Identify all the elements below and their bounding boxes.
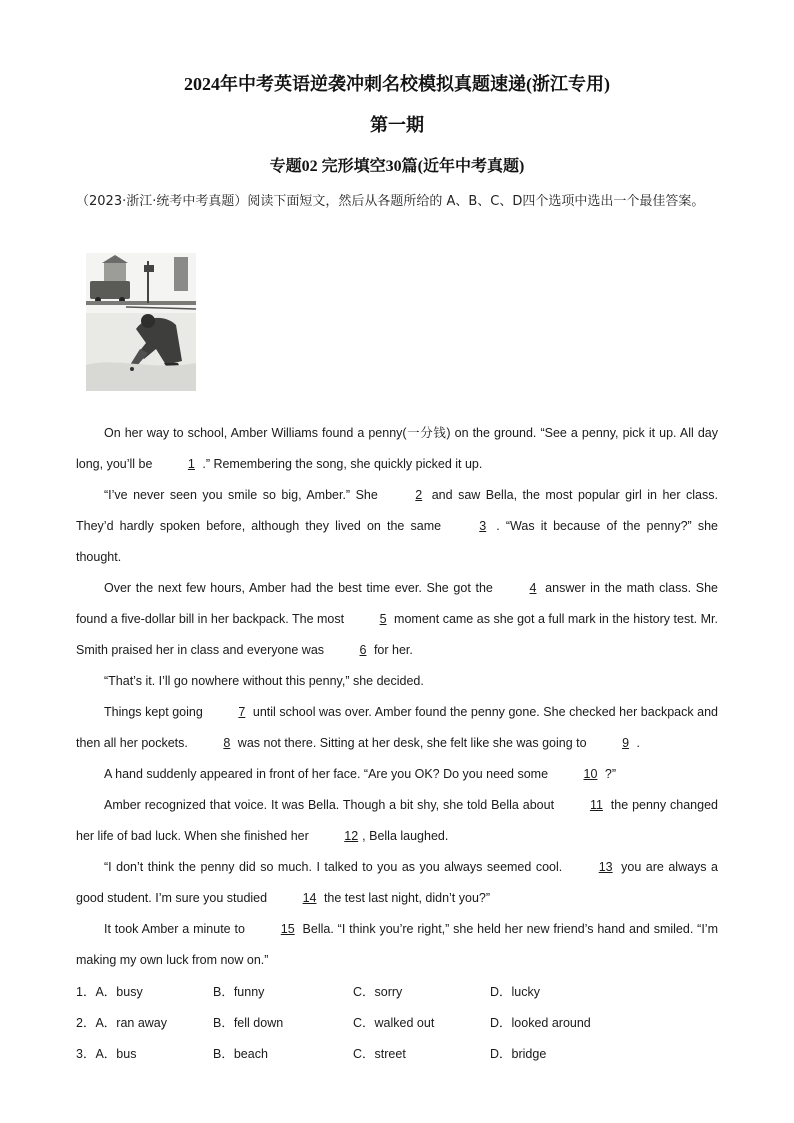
paragraph-2: “I’ve never seen you smile so big, Amber.” She 2 and saw Bella, the most popular girl in her class. They’d hardly spoken before, although they lived on the same 3 . “Was it because of the penny?” she thought.	[76, 480, 718, 573]
option-a: 2．A．ran away	[76, 1016, 168, 1030]
paragraph-8: “I don’t think the penny did so much. I talked to you as you always seemed cool. 13 you are always a good student. I’m sure you studied 14 the test last night, didn’t you?”	[76, 852, 718, 914]
option-a: 3．A．bus	[76, 1047, 137, 1061]
options-list	[76, 980, 718, 1073]
option-c: C．street	[353, 1047, 406, 1061]
document-title: 2024年中考英语逆袭冲刺名校模拟真题速递(浙江专用)	[184, 74, 610, 94]
paragraph-4: “That’s it. I’ll go nowhere without this penny,” she decided.	[104, 674, 424, 688]
illustration-girl-picking-penny	[86, 253, 196, 391]
option-a: 1．A．busy	[76, 985, 143, 999]
blank-13: 13	[598, 860, 613, 874]
blank-5: 5	[379, 612, 387, 626]
question-1-options	[76, 980, 718, 1011]
option-c: C．sorry	[353, 985, 403, 999]
blank-9: 9	[622, 736, 630, 750]
paragraph-3: Over the next few hours, Amber had the best time ever. She got the 4 answer in the math class. She found a five-dollar bill in her backpack. The most 5 moment came as she got a full mark in the history test. Mr. Smith praised her in class and everyone was 6 for her.	[76, 573, 718, 666]
option-c: C．walked out	[353, 1016, 435, 1030]
blank-12: 12	[344, 829, 359, 843]
blank-15: 15	[280, 922, 295, 936]
topic-title: 专题02 完形填空30篇(近年中考真题)	[269, 158, 525, 175]
instruction-text: （2023·浙江·统考中考真题）阅读下面短文，然后从各题所给的 A、B、C、D四个选项中选出一个最佳答案。	[76, 194, 705, 209]
blank-14: 14	[302, 891, 317, 905]
blank-4: 4	[529, 581, 537, 595]
blank-8: 8	[223, 736, 231, 750]
option-b: B．funny	[213, 985, 265, 999]
paragraph-5: Things kept going 7 until school was over. Amber found the penny gone. She checked her backpack and then all her pockets. 8 was not there. Sitting at her desk, she felt like she was going to 9 .	[76, 697, 718, 759]
option-d: D．bridge	[490, 1047, 547, 1061]
option-d: D．lucky	[490, 985, 541, 999]
paragraph-7: Amber recognized that voice. It was Bella. Though a bit shy, she told Bella about 11 the penny changed her life of bad luck. When she finished her 12 , Bella laughed.	[76, 790, 718, 852]
question-3-options	[76, 1042, 718, 1073]
question-2-options	[76, 1011, 718, 1042]
blank-1: 1	[187, 457, 195, 471]
paragraph-6: A hand suddenly appeared in front of her face. “Are you OK? Do you need some 10 ?”	[76, 759, 718, 790]
blank-7: 7	[238, 705, 246, 719]
blank-6: 6	[359, 643, 367, 657]
option-b: B．beach	[213, 1047, 268, 1061]
blank-10: 10	[583, 767, 598, 781]
issue-title: 第一期	[370, 115, 424, 135]
paragraph-9: It took Amber a minute to 15 Bella. “I think you’re right,” she held her new friend’s hand and smiled. “I’m making my own luck from now on.”	[76, 914, 718, 976]
option-d: D．looked around	[490, 1016, 591, 1030]
blank-2: 2	[415, 488, 423, 502]
option-b: B．fell down	[213, 1016, 284, 1030]
passage	[76, 418, 718, 976]
paragraph-1: On her way to school, Amber Williams found a penny(一分钱) on the ground. “See a penny, pick it up. All day long, you’ll be 1 .” Remembering the song, she quickly picked it up.	[76, 418, 718, 480]
blank-11: 11	[589, 798, 603, 812]
blank-3: 3	[479, 519, 487, 533]
